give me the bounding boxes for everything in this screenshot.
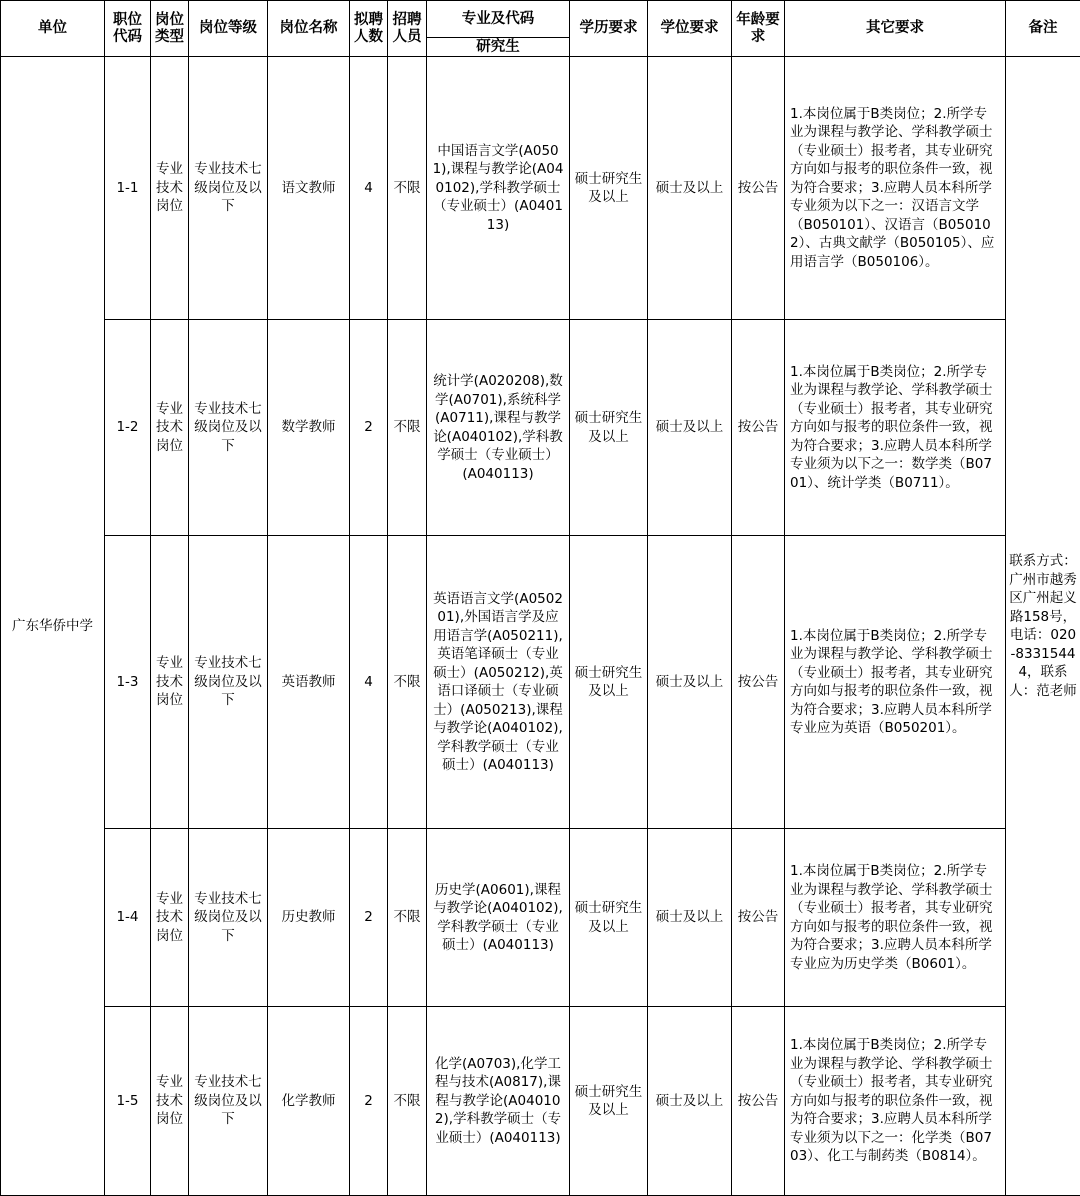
education: 硕士研究生及以上 [570, 320, 648, 536]
major-code: 统计学(A020208),数学(A0701),系统科学(A0711),课程与教学论(A040102),学科教学硕士（专业硕士）(A040113) [427, 320, 570, 536]
remark-cell: 联系方式：广州市越秀区广州起义路158号，电话：020-83315444，联系人：范老师 [1006, 57, 1080, 1196]
plan-count: 2 [350, 320, 388, 536]
post-code: 1-5 [105, 1007, 151, 1196]
table-row [1, 536, 1080, 829]
education: 硕士研究生及以上 [570, 536, 648, 829]
post-name: 英语教师 [268, 536, 350, 829]
other-requirements: 1.本岗位属于B类岗位；2.所学专业为课程与教学论、学科教学硕士（专业硕士）报考者，其专业研究方向如与报考的职位条件一致，视为符合要求；3.应聘人员本科所学专业须为以下之一：化学类（B0703）、化工与制药类（B0814）。 [785, 1007, 1006, 1196]
other-requirements: 1.本岗位属于B类岗位；2.所学专业为课程与教学论、学科教学硕士（专业硕士）报考者，其专业研究方向如与报考的职位条件一致，视为符合要求；3.应聘人员本科所学专业应为英语（B050201）。 [785, 536, 1006, 829]
post-type: 专业技术岗位 [151, 1007, 189, 1196]
age: 按公告 [732, 829, 785, 1007]
major-code: 中国语言文学(A0501),课程与教学论(A040102),学科教学硕士（专业硕士）(A040113) [427, 57, 570, 320]
plan-count: 2 [350, 1007, 388, 1196]
recruit-persons: 不限 [388, 320, 427, 536]
header-post-level: 岗位等级 [189, 1, 268, 57]
header-education: 学历要求 [570, 1, 648, 57]
post-level: 专业技术七级岗位及以下 [189, 829, 268, 1007]
degree: 硕士及以上 [648, 536, 732, 829]
header-post-code: 职位代码 [105, 1, 151, 57]
table-row [1, 1007, 1080, 1196]
education: 硕士研究生及以上 [570, 829, 648, 1007]
header-degree: 学位要求 [648, 1, 732, 57]
major-code: 历史学(A0601),课程与教学论(A040102),学科教学硕士（专业硕士）(A040113) [427, 829, 570, 1007]
header-recruit-persons: 招聘人员 [388, 1, 427, 57]
post-name: 数学教师 [268, 320, 350, 536]
recruit-persons: 不限 [388, 829, 427, 1007]
header-post-type: 岗位类型 [151, 1, 189, 57]
education: 硕士研究生及以上 [570, 1007, 648, 1196]
post-type: 专业技术岗位 [151, 536, 189, 829]
header-remark: 备注 [1006, 1, 1080, 57]
post-name: 历史教师 [268, 829, 350, 1007]
post-level: 专业技术七级岗位及以下 [189, 320, 268, 536]
other-requirements: 1.本岗位属于B类岗位；2.所学专业为课程与教学论、学科教学硕士（专业硕士）报考者，其专业研究方向如与报考的职位条件一致，视为符合要求；3.应聘人员本科所学专业应为历史学类（B0601）。 [785, 829, 1006, 1007]
plan-count: 4 [350, 536, 388, 829]
unit-cell: 广东华侨中学 [1, 57, 105, 1196]
header-age: 年龄要求 [732, 1, 785, 57]
degree: 硕士及以上 [648, 320, 732, 536]
degree: 硕士及以上 [648, 1007, 732, 1196]
age: 按公告 [732, 57, 785, 320]
recruit-persons: 不限 [388, 536, 427, 829]
table-row [1, 829, 1080, 1007]
post-type: 专业技术岗位 [151, 57, 189, 320]
age: 按公告 [732, 536, 785, 829]
header-graduate: 研究生 [427, 38, 570, 57]
recruit-persons: 不限 [388, 1007, 427, 1196]
post-code: 1-2 [105, 320, 151, 536]
degree: 硕士及以上 [648, 829, 732, 1007]
other-requirements: 1.本岗位属于B类岗位；2.所学专业为课程与教学论、学科教学硕士（专业硕士）报考者，其专业研究方向如与报考的职位条件一致，视为符合要求；3.应聘人员本科所学专业须为以下之一：数学类（B0701）、统计学类（B0711）。 [785, 320, 1006, 536]
header-unit: 单位 [1, 1, 105, 57]
header-major-code: 专业及代码 [427, 1, 570, 38]
header-post-name: 岗位名称 [268, 1, 350, 57]
degree: 硕士及以上 [648, 57, 732, 320]
recruit-persons: 不限 [388, 57, 427, 320]
plan-count: 4 [350, 57, 388, 320]
post-code: 1-3 [105, 536, 151, 829]
major-code: 化学(A0703),化学工程与技术(A0817),课程与教学论(A040102),学科教学硕士（专业硕士）(A040113) [427, 1007, 570, 1196]
post-type: 专业技术岗位 [151, 320, 189, 536]
header-plan-count: 拟聘人数 [350, 1, 388, 57]
table-row [1, 57, 1080, 320]
plan-count: 2 [350, 829, 388, 1007]
post-name: 语文教师 [268, 57, 350, 320]
post-level: 专业技术七级岗位及以下 [189, 1007, 268, 1196]
post-level: 专业技术七级岗位及以下 [189, 536, 268, 829]
post-name: 化学教师 [268, 1007, 350, 1196]
major-code: 英语语言文学(A050201),外国语言学及应用语言学(A050211),英语笔译硕士（专业硕士）(A050212),英语口译硕士（专业硕士）(A050213),课程与教学论(A040102),学科教学硕士（专业硕士）(A040113) [427, 536, 570, 829]
post-level: 专业技术七级岗位及以下 [189, 57, 268, 320]
age: 按公告 [732, 320, 785, 536]
post-type: 专业技术岗位 [151, 829, 189, 1007]
age: 按公告 [732, 1007, 785, 1196]
post-code: 1-4 [105, 829, 151, 1007]
table-row [1, 320, 1080, 536]
header-other: 其它要求 [785, 1, 1006, 57]
post-code: 1-1 [105, 57, 151, 320]
other-requirements: 1.本岗位属于B类岗位；2.所学专业为课程与教学论、学科教学硕士（专业硕士）报考者，其专业研究方向如与报考的职位条件一致，视为符合要求；3.应聘人员本科所学专业须为以下之一：汉语言文学（B050101）、汉语言（B050102）、古典文献学（B050105）、应用语言学（B050106）。 [785, 57, 1006, 320]
education: 硕士研究生及以上 [570, 57, 648, 320]
